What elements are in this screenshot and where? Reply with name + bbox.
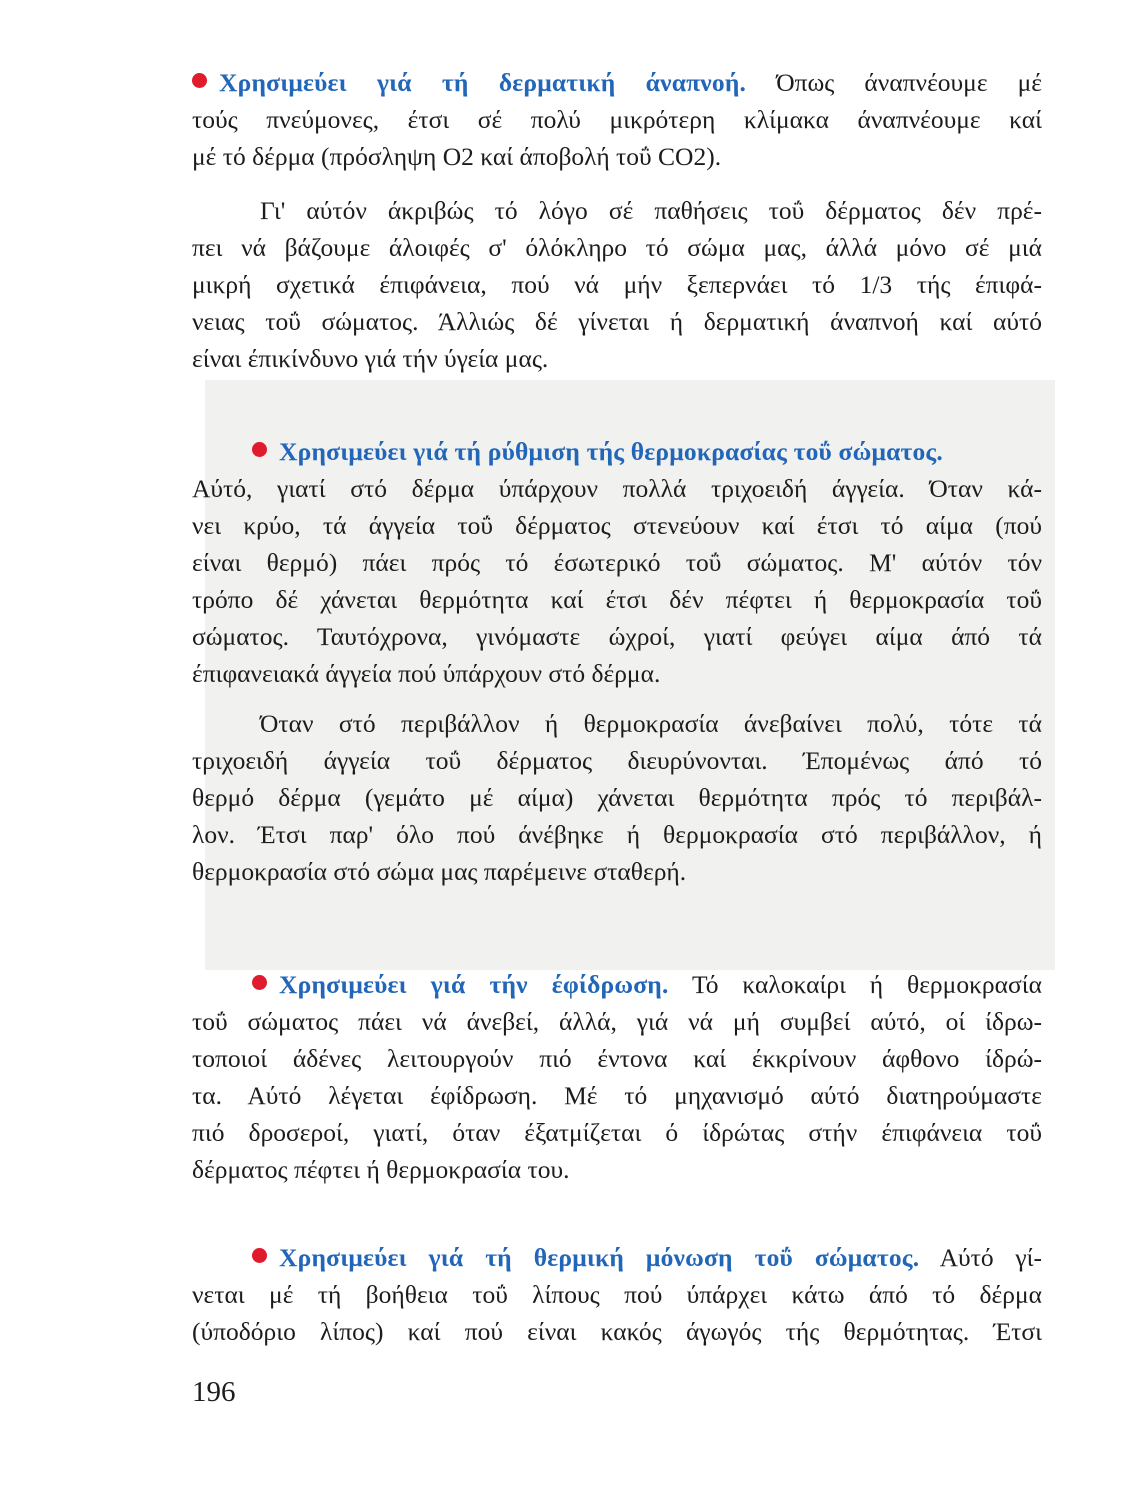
section-temperature-regulation: [192, 433, 1042, 692]
body-line: Αύτό, γιατί στό δέρμα ύπάρχουν πολλά τριχοειδή άγγεία. Όταν κά-: [192, 474, 1042, 503]
body-line: έπιφανειακά άγγεία πού ύπάρχουν στό δέρμα.: [192, 659, 661, 688]
section-first-line: [192, 1239, 1042, 1276]
body-line: τούς πνεύμονες, έτσι σέ πολύ μικρότερη κλίμακα άναπνέουμε καί: [192, 105, 1042, 134]
section-heading: Χρησιμεύει γιά τή δερματική άναπνοή.: [219, 68, 747, 97]
body-line: Γι' αύτόν άκριβώς τό λόγο σέ παθήσεις τοΰ δέρματος δέν πρέ-: [260, 196, 1042, 225]
red-bullet-icon: [252, 1248, 267, 1263]
paragraph: [192, 705, 1042, 890]
body-line: θερμό δέρμα (γεμάτο μέ αίμα) χάνεται θερμότητα πρός τό περιβάλ-: [192, 783, 1042, 812]
section-first-line: [192, 64, 1042, 101]
section-heading: Χρησιμεύει γιά τή ρύθμιση τής θερμοκρασίας τοΰ σώματος.: [279, 437, 943, 466]
body-line: νειας τοΰ σώματος. Άλλιώς δέ γίνεται ή δερματική άναπνοή καί αύτό: [192, 307, 1042, 336]
body-line: μικρή σχετικά έπιφάνεια, πού νά μήν ξεπερνάει τό 1/3 τής έπιφά-: [192, 270, 1042, 299]
red-bullet-icon: [252, 442, 267, 457]
section-heading: Χρησιμεύει γιά τή θερμική μόνωση τοΰ σώματος.: [279, 1243, 920, 1272]
body-text: Αύτό γί-: [939, 1243, 1042, 1272]
section-first-line: [192, 433, 1042, 470]
body-line: δέρματος πέφτει ή θερμοκρασία του.: [192, 1155, 570, 1184]
section-heading: Χρησιμεύει γιά τήν έφίδρωση.: [279, 970, 669, 999]
section-thermal-insulation: [192, 1239, 1042, 1350]
body-line: τοποιοί άδένες λειτουργούν πιό έντονα καί έκκρίνουν άφθονο ίδρώ-: [192, 1044, 1042, 1073]
red-bullet-icon: [252, 975, 267, 990]
body-line: (ύποδόριο λίπος) καί πού είναι κακός άγωγός τής θερμότητας. Έτσι: [192, 1317, 1042, 1346]
body-line: νει κρύο, τά άγγεία τοΰ δέρματος στενεύουν καί έτσι τό αίμα (πού: [192, 511, 1042, 540]
red-bullet-icon: [192, 73, 207, 88]
body-line: σώματος. Ταυτόχρονα, γινόμαστε ώχροί, γιατί φεύγει αίμα άπό τά: [192, 622, 1042, 651]
body-line: Όταν στό περιβάλλον ή θερμοκρασία άνεβαίνει πολύ, τότε τά: [260, 709, 1042, 738]
paragraph: [192, 192, 1042, 377]
body-line: είναι θερμό) πάει πρός τό έσωτερικό τοΰ σώματος. Μ' αύτόν τόν: [192, 548, 1042, 577]
body-line: νεται μέ τή βοήθεια τοΰ λίπους πού ύπάρχει κάτω άπό τό δέρμα: [192, 1280, 1042, 1309]
body-line: πει νά βάζουμε άλοιφές σ' όλόκληρο τό σώμα μας, άλλά μόνο σέ μιά: [192, 233, 1042, 262]
body-line: μέ τό δέρμα (πρόσληψη O2 καί άποβολή τοΰ CO2).: [192, 142, 722, 171]
section-perspiration: [192, 966, 1042, 1188]
body-line: τοΰ σώματος πάει νά άνεβεί, άλλά, γιά νά μή συμβεί αύτό, οί ίδρω-: [192, 1007, 1042, 1036]
body-line: θερμοκρασία στό σώμα μας παρέμεινε σταθερή.: [192, 857, 687, 886]
body-line: τα. Αύτό λέγεται έφίδρωση. Μέ τό μηχανισμό αύτό διατηρούμαστε: [192, 1081, 1042, 1110]
page-number: 196: [192, 1376, 236, 1408]
body-line: πιό δροσεροί, γιατί, όταν έξατμίζεται ό ίδρώτας στήν έπιφάνεια τοΰ: [192, 1118, 1042, 1147]
section-first-line: [192, 966, 1042, 1003]
section-dermal-respiration: [192, 64, 1042, 175]
body-line: τριχοειδή άγγεία τοΰ δέρματος διευρύνονται. Έπομένως άπό τό: [192, 746, 1042, 775]
body-line: λον. Έτσι παρ' όλο πού άνέβηκε ή θερμοκρασία στό περιβάλλον, ή: [192, 820, 1042, 849]
body-text: Τό καλοκαίρι ή θερμοκρασία: [691, 970, 1042, 999]
body-text: Όπως άναπνέουμε μέ: [776, 68, 1043, 97]
body-line: τρόπο δέ χάνεται θερμότητα καί έτσι δέν πέφτει ή θερμοκρασία τοΰ: [192, 585, 1042, 614]
body-line: είναι έπικίνδυνο γιά τήν ύγεία μας.: [192, 344, 549, 373]
